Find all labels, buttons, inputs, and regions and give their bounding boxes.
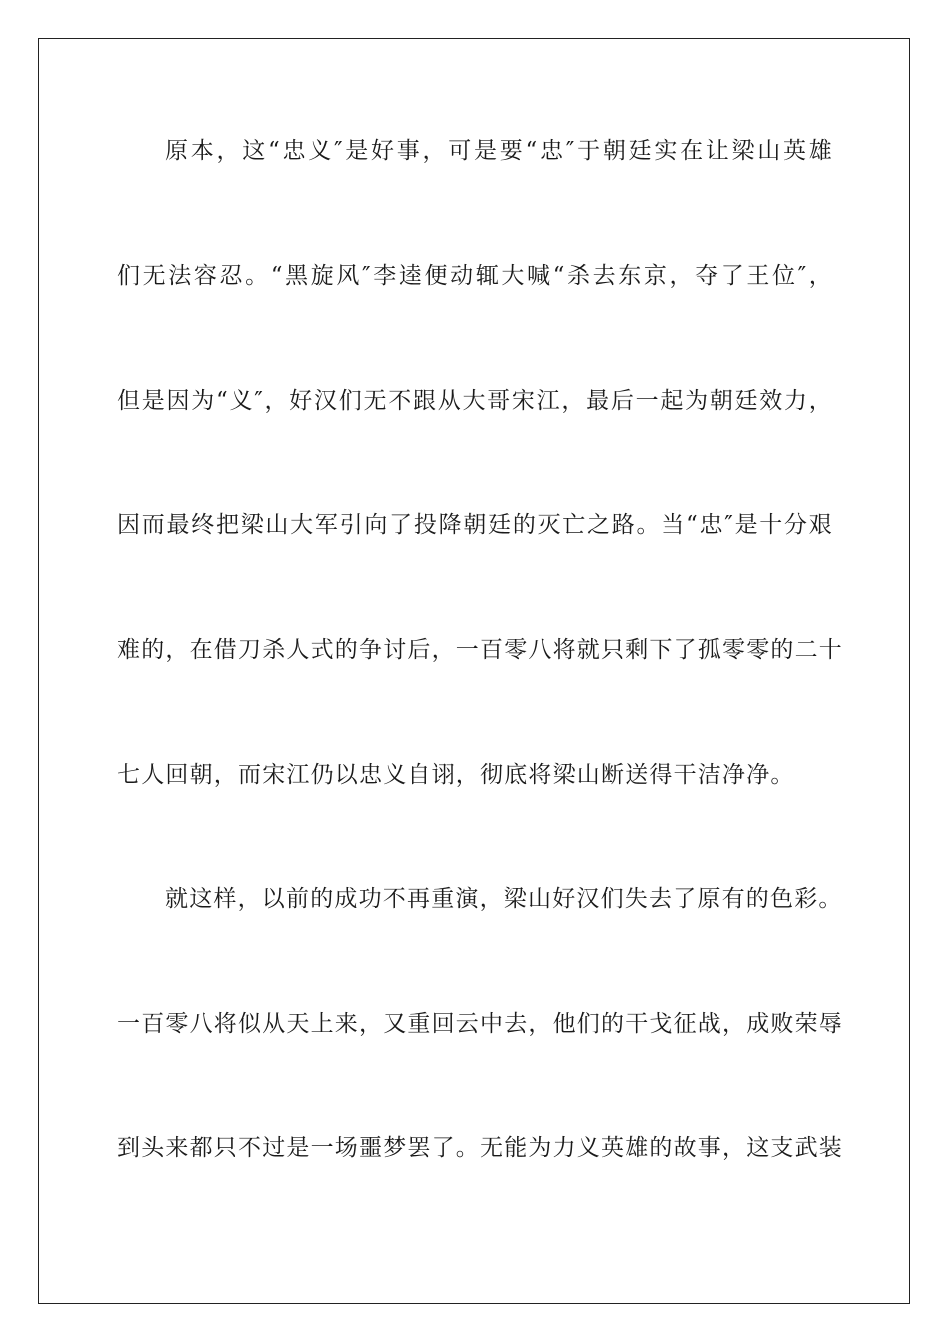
paragraph-1-line-3: 但是因为“义″，好汉们无不跟从大哥宋江，最后一起为朝廷效力， <box>117 388 833 414</box>
paragraph-2-line-2: 一百零八将似从天上来，又重回云中去，他们的干戈征战，成败荣辱 <box>117 1011 843 1037</box>
paragraph-1-line-6: 七人回朝，而宋江仍以忠义自诩，彻底将梁山断送得干洁净净。 <box>117 762 795 788</box>
paragraph-2-line-1: 就这样，以前的成功不再重演，梁山好汉们失去了原有的色彩。 <box>165 886 843 912</box>
paragraph-1-line-5: 难的，在借刀杀人式的争讨后，一百零八将就只剩下了孤零零的二十 <box>117 637 843 663</box>
page-border <box>38 38 910 1304</box>
paragraph-1-line-2: 们无法容忍。“黑旋风″李逵便动辄大喊“杀去东京，夺了王位″， <box>117 263 833 289</box>
paragraph-1-line-1: 原本，这“忠义″是好事，可是要“忠″于朝廷实在让梁山英雄 <box>165 138 833 164</box>
paragraph-2-line-3: 到头来都只不过是一场噩梦罢了。无能为力义英雄的故事，这支武装 <box>117 1135 843 1161</box>
paragraph-1-line-4: 因而最终把梁山大军引向了投降朝廷的灭亡之路。当“忠″是十分艰 <box>117 512 833 538</box>
